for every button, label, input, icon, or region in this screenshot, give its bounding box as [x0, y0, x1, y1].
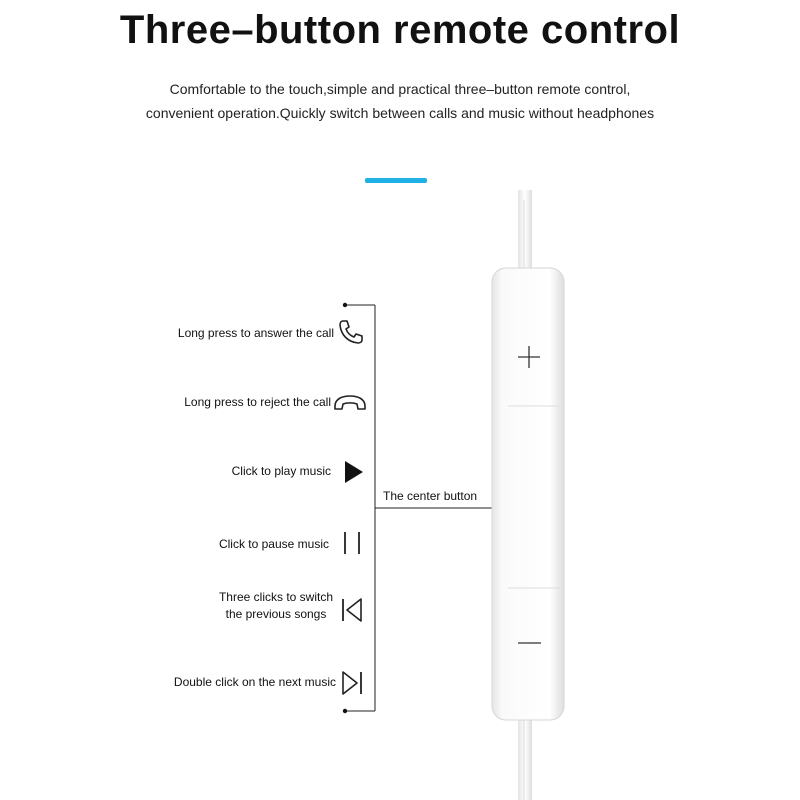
- next-music-label: Double click on the next music: [173, 675, 336, 689]
- pause-music-label: Click to pause music: [218, 537, 329, 551]
- subtitle-line-1: Comfortable to the touch,simple and practical three–button remote control,: [169, 81, 631, 97]
- accent-bar: [365, 178, 427, 183]
- center-button[interactable]: [494, 407, 564, 587]
- play-music-label: Click to play music: [231, 464, 331, 478]
- reject-call-label: Long press to reject the call: [184, 395, 331, 409]
- answer-call-label: Long press to answer the call: [177, 326, 334, 340]
- next-track-icon: [340, 670, 364, 696]
- previous-track-icon: [340, 597, 364, 623]
- center-button-label: The center button: [383, 489, 478, 503]
- previous-song-label: [219, 589, 333, 623]
- page-title: Three–button remote control: [119, 8, 681, 52]
- pause-icon: [341, 530, 363, 556]
- phone-hangup-icon: [332, 393, 368, 413]
- play-icon: [343, 460, 365, 484]
- previous-song-label-line-2: the previous songs: [225, 607, 327, 621]
- previous-song-label-line-1: Three clicks to switch: [218, 590, 333, 604]
- phone-answer-icon: [337, 318, 365, 346]
- subtitle-line-2: convenient operation.Quickly switch between calls and music without headphones: [145, 105, 655, 121]
- volume-down-button[interactable]: [494, 589, 564, 719]
- volume-up-button[interactable]: [494, 270, 564, 405]
